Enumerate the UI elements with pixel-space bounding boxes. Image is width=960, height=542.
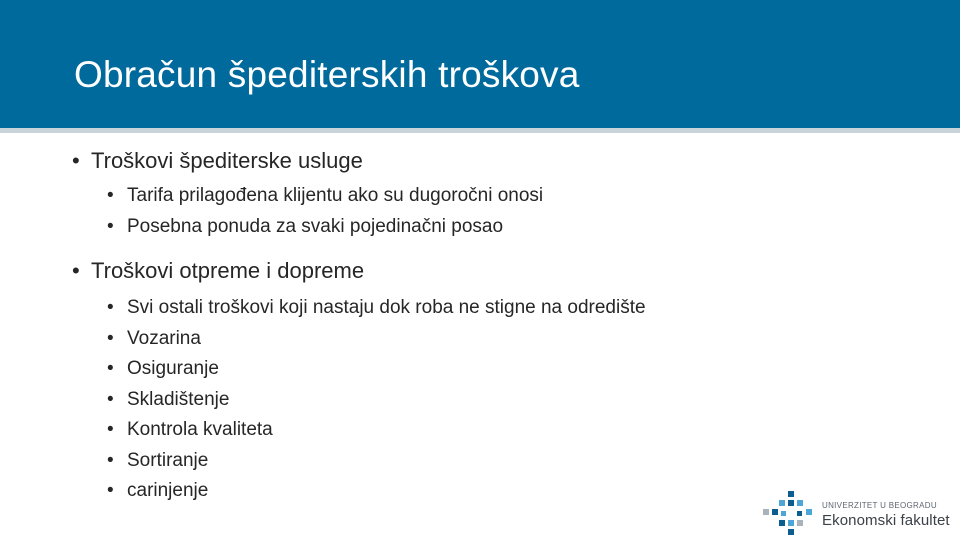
bullet: • xyxy=(107,419,114,440)
list-item xyxy=(107,181,932,212)
faculty-logo xyxy=(760,489,955,537)
list-item-text: carinjenje xyxy=(127,480,209,501)
bullet: • xyxy=(107,449,114,471)
list-item-text: Sortiranje xyxy=(127,449,209,471)
bullet: • xyxy=(72,148,80,173)
list-item xyxy=(107,446,932,477)
logo-square xyxy=(779,500,785,506)
bullet: • xyxy=(107,480,114,501)
bullet: • xyxy=(107,358,114,379)
bullet: • xyxy=(107,185,114,206)
list-item xyxy=(107,324,932,355)
section-heading xyxy=(72,146,932,176)
logo-square xyxy=(788,529,794,535)
logo-square xyxy=(797,500,803,506)
list-item-text: Svi ostali troškovi koji nastaju dok roba ne stigne na odredište xyxy=(127,297,646,318)
list-item-text: Posebna ponuda za svaki pojedinačni posao xyxy=(127,215,504,237)
logo-square xyxy=(779,520,785,526)
section-heading-text: Troškovi otpreme i dopreme xyxy=(91,258,365,283)
title-bar xyxy=(0,0,960,128)
logo-square xyxy=(781,511,786,516)
bullet: • xyxy=(107,388,114,410)
bullet: • xyxy=(107,327,114,349)
list-item xyxy=(107,212,932,243)
list-item-text: Vozarina xyxy=(127,327,201,349)
logo-square xyxy=(806,509,812,515)
logo-square xyxy=(763,509,769,515)
logo-square xyxy=(797,520,803,526)
list-item xyxy=(107,385,932,416)
logo-square xyxy=(772,509,778,515)
sub-list xyxy=(72,293,932,507)
logo-square xyxy=(797,511,802,516)
logo-faculty-name: Ekonomski fakultet xyxy=(822,512,950,529)
list-item-text: Tarifa prilagođena klijentu ako su dugoročni onosi xyxy=(127,185,544,206)
section-heading xyxy=(72,256,932,286)
list-item-text: Skladištenje xyxy=(127,388,230,410)
list-item xyxy=(107,354,932,385)
list-item xyxy=(107,293,932,324)
bullet: • xyxy=(72,258,80,283)
slide-content xyxy=(72,146,932,507)
logo-square xyxy=(788,520,794,526)
list-item-text: Osiguranje xyxy=(127,358,219,379)
bullet: • xyxy=(107,297,114,318)
slide-title: Obračun špediterskih troškova xyxy=(74,54,580,95)
title-divider xyxy=(0,128,960,133)
list-item xyxy=(107,415,932,446)
section-heading-text: Troškovi špediterske usluge xyxy=(91,148,363,173)
logo-university-text: UNIVERZITET U BEOGRADU xyxy=(822,501,937,510)
logo-mark-icon xyxy=(760,489,818,537)
bullet: • xyxy=(107,215,114,237)
logo-square xyxy=(788,491,794,497)
logo-square xyxy=(788,500,794,506)
list-item-text: Kontrola kvaliteta xyxy=(127,419,273,440)
sub-list xyxy=(72,181,932,242)
